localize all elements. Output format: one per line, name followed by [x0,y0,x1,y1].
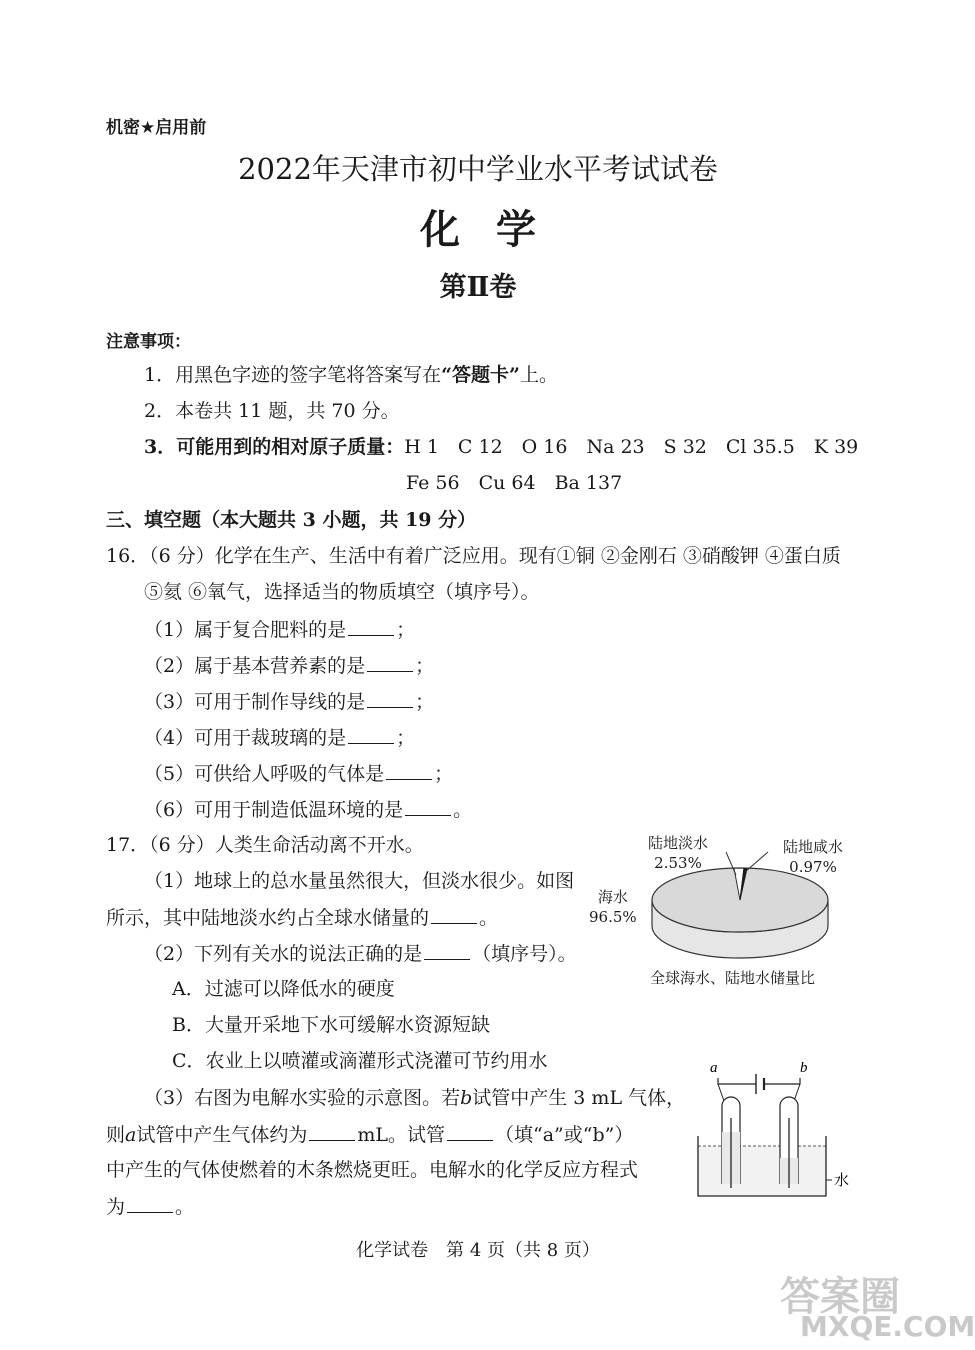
q17-option-c: C．农业上以喷灌或滴灌形式浇灌可节约用水 [172,1050,548,1072]
q17-part-1-cont: 所示，其中陆地淡水约占全球水储量的 。 [106,907,499,929]
q16-part-4: （4）可用于裁玻璃的是 ； [144,727,416,749]
answer-blank[interactable] [367,653,413,672]
q17-part-3: （3）右图为电解水实验的示意图。若b试管中产生 3 mL 气体， [144,1087,686,1109]
electrolysis-diagram [690,1058,860,1206]
chart-label-salt: 陆地咸水 0.97% [783,838,844,876]
q17-part-1: （1）地球上的总水量虽然很大，但淡水很少。如图 [144,870,575,892]
q17-part-3-cont2: 中产生的气体使燃着的木条燃烧更旺。电解水的化学反应方程式 [106,1159,639,1181]
page-footer: 化学试卷 第 4 页（共 8 页） [356,1240,600,1261]
subject-title: 化学 [420,207,572,253]
wire-left [718,1078,756,1084]
notice-item-3: 3．可能用到的相对原子质量：H 1 C 12 O 16 Na 23 S 32 Cl 35.5 K 39 [144,436,859,458]
wire-right [764,1078,800,1084]
volume-title: 第Ⅱ卷 [439,272,517,303]
answer-blank[interactable] [127,1194,173,1213]
q17-stem: 17．（6 分）人类生命活动离不开水。 [106,834,424,856]
label-a: a [710,1060,718,1076]
q17-option-b: B．大量开采地下水可缓解水资源短缺 [172,1014,490,1036]
answer-blank[interactable] [348,725,394,744]
pie-chart [640,830,840,970]
q16-part-1: （1）属于复合肥料的是 ； [144,619,416,641]
q17-part-3-cont3: 为 。 [106,1196,195,1218]
q16-part-5: （5）可供给人呼吸的气体是 ； [144,763,454,785]
answer-blank[interactable] [367,689,413,708]
chart-title: 全球海水、陆地水储量比 [650,969,816,987]
notice-item-2: 2．本卷共 11 题，共 70 分。 [144,400,400,422]
chart-label-fresh: 陆地淡水 2.53% [648,834,709,872]
answer-blank[interactable] [386,761,432,780]
notice-item-1: 1．用黑色字迹的签字笔将答案写在“答题卡”上。 [144,364,558,386]
answer-blank[interactable] [405,797,451,816]
notice-item-3-cont: Fe 56 Cu 64 Ba 137 [406,472,623,494]
q16-part-2: （2）属于基本营养素的是 ； [144,655,435,677]
answer-blank[interactable] [348,617,394,636]
notice-heading: 注意事项： [106,332,191,352]
label-b: b [800,1060,808,1076]
confidential-mark: 机密★启用前 [106,118,207,138]
section-3-heading: 三、填空题（本大题共 3 小题，共 19 分） [106,509,477,531]
q17-option-a: A．过滤可以降低水的硬度 [172,978,395,1000]
answer-blank[interactable] [309,1122,355,1141]
chart-label-sea: 海水 96.5% [589,888,637,926]
label-water: 水 [834,1171,850,1189]
q16-stem-cont: ⑤氦 ⑥氧气，选择适当的物质填空（填序号）。 [144,581,540,603]
water-fill [698,1146,826,1196]
answer-blank[interactable] [447,1122,493,1141]
q17-part-2: （2）下列有关水的说法正确的是 （填序号）。 [144,943,577,965]
watermark-logo: 答案圈 [780,1274,900,1320]
exam-title: 2022年天津市初中学业水平考试试卷 [238,152,718,186]
q17-part-3-cont: 则a试管中产生气体约为 mL。试管 （填“a”或“b”） [106,1124,634,1146]
q16-stem: 16．（6 分）化学在生产、生活中有着广泛应用。现有①铜 ②金刚石 ③硝酸钾 ④蛋白质 [106,545,841,567]
watermark-url: MXQE.COM [800,1310,975,1343]
answer-blank[interactable] [424,941,470,960]
q16-part-3: （3）可用于制作导线的是 ； [144,691,435,713]
answer-blank[interactable] [431,905,477,924]
q16-part-6: （6）可用于制造低温环境的是 。 [144,799,473,821]
